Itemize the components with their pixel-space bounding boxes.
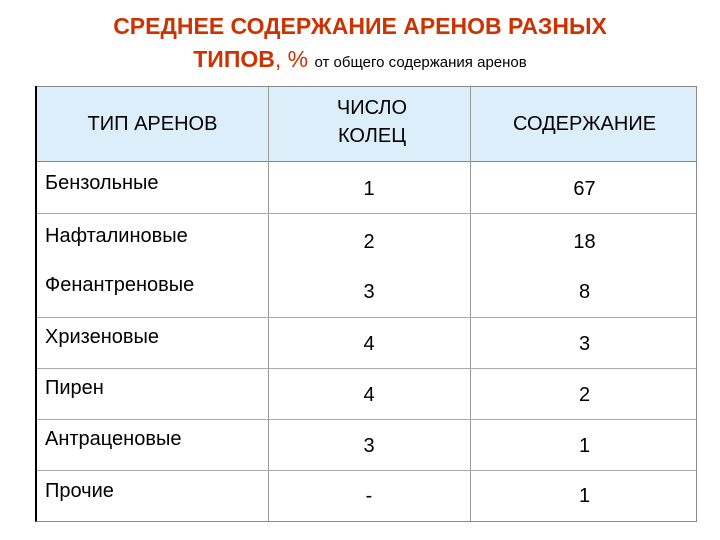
title-line-2-bold: ТИПОВ (193, 46, 275, 72)
header-content: СОДЕРЖАНИЕ (512, 113, 657, 135)
title-line-2 (0, 43, 720, 79)
table-row-content: 8 (578, 281, 591, 303)
row-divider (37, 317, 696, 318)
row-divider (37, 470, 696, 471)
title-line-1: СРЕДНЕЕ СОДЕРЖАНИЕ АРЕНОВ РАЗНЫХ (113, 13, 607, 39)
row-divider (37, 368, 696, 369)
table-row-rings: 2 (363, 231, 375, 253)
title-percent: , % (274, 46, 309, 72)
title-note: от общего содержания аренов (314, 54, 527, 71)
table-row-rings: 1 (363, 178, 375, 200)
table-row-content: 67 (573, 178, 596, 200)
table-row-rings: 3 (363, 281, 375, 303)
table-row-rings: 4 (363, 333, 375, 355)
table-row-type: Нафталиновые (45, 225, 188, 247)
table-row-content: 1 (578, 435, 591, 457)
table-row-content: 3 (578, 333, 591, 355)
table-row-content: 18 (573, 231, 596, 253)
row-divider (37, 213, 696, 214)
arenes-table (35, 86, 697, 522)
row-divider (37, 419, 696, 420)
table-row-rings: - (365, 485, 373, 507)
table-row-type: Прочие (45, 480, 114, 502)
table-row-type: Бензольные (45, 172, 159, 194)
table-row-type: Фенантреновые (45, 274, 195, 296)
page-title (0, 10, 720, 79)
table-row-type: Антраценовые (45, 428, 182, 450)
table-row-content: 2 (578, 384, 591, 406)
table-row-rings: 4 (363, 384, 375, 406)
table-row-content: 1 (578, 485, 591, 507)
header-type: ТИП АРЕНОВ (87, 113, 218, 135)
table-row-type: Пирен (45, 377, 104, 399)
table-row-type: Хризеновые (45, 326, 159, 348)
header-rings: ЧИСЛО КОЛЕЦ (336, 97, 408, 147)
table-row-rings: 3 (363, 435, 375, 457)
